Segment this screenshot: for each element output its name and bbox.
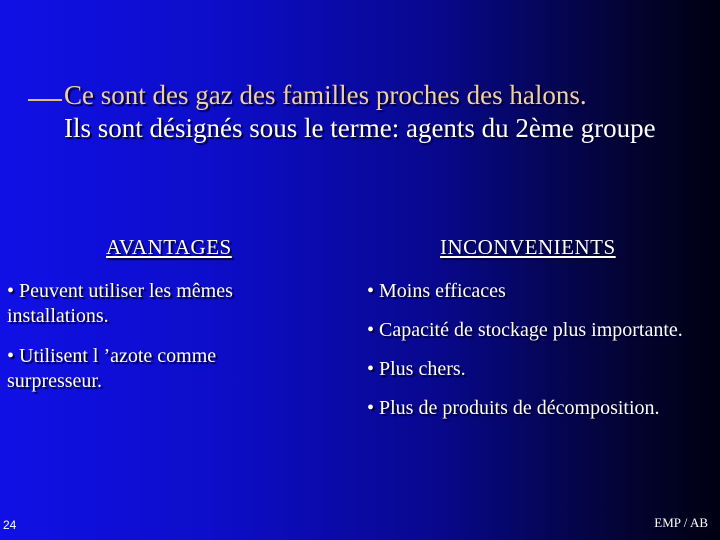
advantages-list (7, 279, 307, 409)
disadvantages-list (367, 279, 717, 435)
title-line-2: Ils sont désignés sous le terme: agents du 2ème groupe (64, 113, 656, 143)
footer-credit: EMP / AB (654, 515, 708, 530)
list-item: • Moins efficaces (367, 280, 506, 302)
slide-title (28, 79, 708, 145)
advantages-header: AVANTAGES (106, 235, 232, 259)
title-underline-marker (28, 99, 62, 101)
list-item: • Plus chers. (367, 358, 466, 380)
page-number: 24 (3, 518, 17, 532)
list-item: • Peuvent utiliser les mêmes installations. (7, 280, 233, 327)
disadvantages-header: INCONVENIENTS (440, 235, 616, 259)
title-line-1: Ce sont des gaz des familles proches des halons. (64, 80, 587, 110)
list-item: • Utilisent l ’azote comme surpresseur. (7, 345, 217, 392)
list-item: • Plus de produits de décomposition. (367, 397, 660, 419)
list-item: • Capacité de stockage plus importante. (367, 319, 683, 341)
